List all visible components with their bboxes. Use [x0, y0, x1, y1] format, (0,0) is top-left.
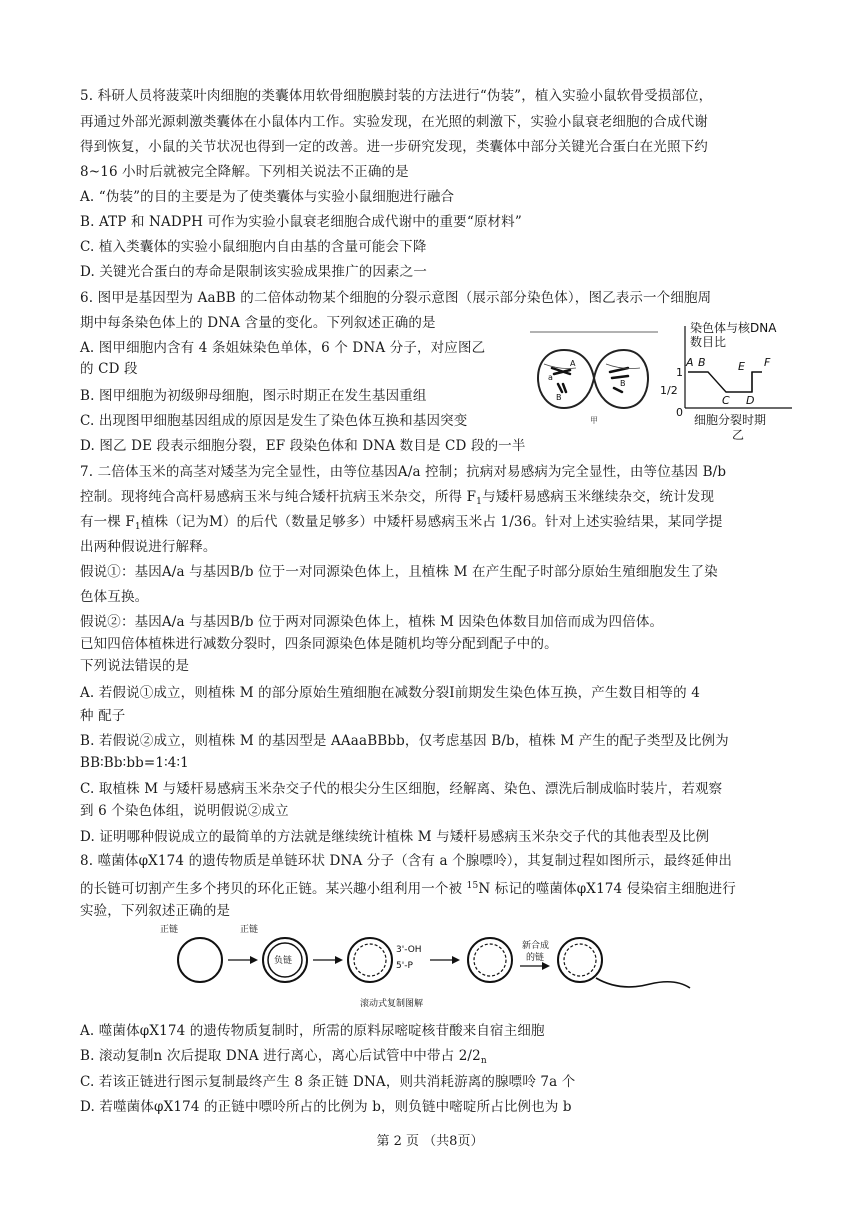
q7-option-b: B. 若假说②成立，则植株 M 的基因型是 AAaaBBbb，仅考虑基因 B/b，植株 M 产生的配子类型及比例为 [80, 733, 729, 749]
label-3-oh: 3'-OH [396, 945, 422, 955]
figure-jia-caption: 甲 [590, 416, 598, 425]
q6-stem-line-2: 期中每条染色体上的 DNA 含量的变化。下列叙述正确的是 [80, 315, 436, 331]
q7-hypothesis-1: 假说①：基因A/a 与基因B/b 位于一对同源染色体上，且植株 M 在产生配子时部分原始生殖细胞发生了染 [80, 564, 718, 580]
label-new-strand-1: 新合成 [522, 941, 550, 951]
gene-label-b1: B [556, 393, 562, 402]
figure-yi [660, 320, 800, 442]
q6-option-c: C. 出现图甲细胞基因组成的原因是发生了染色体互换和基因突变 [80, 413, 468, 429]
q7-line-2: 控制。现将纯合高杆易感病玉米与纯合矮杆抗病玉米杂交，所得 $F_1$与矮杆易感病玉米继续杂交，统计发现 [80, 489, 715, 507]
yi-xlabel: 细胞分裂时期 [694, 413, 767, 427]
yi-point-d: D [746, 394, 755, 407]
yi-point-e: E [738, 360, 745, 373]
q7-known: 已知四倍体植株进行减数分裂时，四条同源染色体是随机均等分配到配子中的。 [80, 636, 558, 652]
figure-jia [530, 330, 658, 428]
q5-stem-line-4: 8~16 小时后就被完全降解。下列相关说法不正确的是 [80, 164, 409, 180]
yi-ylabel-line1: 染色体与核DNA [690, 321, 777, 335]
q8-option-c: C. 若该正链进行图示复制最终产生 8 条正链 DNA，则共消耗游离的腺嘌呤 7a 个 [80, 1074, 576, 1090]
yi-point-f: F [764, 356, 771, 369]
label-minus-strand: 负链 [274, 956, 293, 966]
q7-option-c: C. 取植株 M 与矮杆易感病玉米杂交子代的根尖分生区细胞，经解离、染色、漂洗后制成临时装片，若观察 [80, 781, 723, 797]
rolling-circle-caption: 滚动式复制图解 [360, 999, 424, 1009]
yi-ytick-half: 1/2 [660, 384, 678, 397]
label-5-p: 5'-P [396, 961, 413, 971]
dividing-cell-outline [538, 350, 648, 408]
yi-ytick-0: 0 [676, 406, 683, 419]
q7-option-d: D. 证明哪种假说成立的最简单的方法就是继续统计植株 M 与矮杆易感病玉米杂交子代的其他表型及比例 [80, 829, 710, 845]
q7-line-4: 出两种假说进行解释。 [80, 539, 217, 555]
q5-stem-line-3: 得到恢复，小鼠的关节状况也得到一定的改善。进一步研究发现，类囊体中部分关键光合蛋白在光照下约 [80, 139, 708, 155]
page-footer: 第 2 页 （共8页） [376, 1134, 484, 1149]
yi-ytick-1: 1 [676, 366, 683, 379]
q8-option-a: A. 噬菌体φX174 的遗传物质复制时，所需的原料尿嘧啶核苷酸来自宿主细胞 [80, 1023, 545, 1039]
q6-option-d: D. 图乙 DE 段表示细胞分裂，EF 段染色体和 DNA 数目是 CD 段的一半 [80, 438, 526, 454]
label-plus-strand-2: 正链 [240, 925, 259, 935]
yi-point-b: B [698, 356, 706, 369]
q5-option-d: D. 关键光合蛋白的寿命是限制该实验成果推广的因素之一 [80, 264, 427, 280]
gene-label-b2: B [620, 379, 626, 388]
q8-line-2: 的长链可切割产生多个拷贝的环化正链。某兴趣小组利用一个被 $^{15}$N 标记的噬菌体φX174 侵染宿主细胞进行 [80, 881, 736, 897]
yi-point-c: C [722, 394, 730, 407]
rolling-circle-figure [160, 922, 700, 1010]
yi-point-a: A [686, 356, 694, 369]
q8-option-b: B. 滚动复制n 次后提取 DNA 进行离心，离心后试管中中带占 $2/2_n$ [80, 1048, 487, 1066]
q5-option-a: A. “伪装”的目的主要是为了使类囊体与实验小鼠细胞进行融合 [80, 189, 455, 205]
q5-stem-line-1: 5. 科研人员将菠菜叶肉细胞的类囊体用软骨细胞膜封装的方法进行“伪装”，植入实验小鼠软骨受损部位， [80, 88, 713, 104]
label-plus-strand-1: 正链 [160, 925, 179, 935]
q5-option-b: B. ATP 和 NADPH 可作为实验小鼠衰老细胞合成代谢中的重要“原材料” [80, 214, 522, 230]
q8-line-3: 实验，下列叙述正确的是 [80, 903, 231, 919]
q7-line-1: 7. 二倍体玉米的高茎对矮茎为完全显性，由等位基因A/a 控制；抗病对易感病为完全显性，由等位基因 B/b [80, 464, 727, 480]
yi-ylabel-line2: 数目比 [690, 335, 727, 349]
q7-option-b-cont: BB∶Bb∶bb=1∶4∶1 [80, 755, 189, 771]
q5-stem-line-2: 再通过外部光源刺激类囊体在小鼠体内工作。实验发现，在光照的刺激下，实验小鼠衰老细胞的合成代谢 [80, 114, 708, 130]
q5-option-c: C. 植入类囊体的实验小鼠细胞内自由基的含量可能会下降 [80, 239, 427, 255]
gene-label-a1: A [570, 359, 576, 368]
q7-option-a-cont: 种 配子 [80, 708, 126, 724]
q6-option-a: A. 图甲细胞内含有 4 条姐妹染色单体，6 个 DNA 分子，对应图乙 [80, 340, 486, 356]
gene-label-a2: a [548, 373, 553, 382]
q7-option-a: A. 若假说①成立，则植株 M 的部分原始生殖细胞在减数分裂Ⅰ前期发生染色体互换，产生数目相等的 4 [80, 685, 700, 701]
q7-question: 下列说法错误的是 [80, 658, 190, 674]
q6-option-b: B. 图甲细胞为初级卵母细胞，图示时期正在发生基因重组 [80, 388, 427, 404]
yi-caption: 乙 [732, 428, 745, 442]
q7-hypothesis-2: 假说②：基因A/a 与基因B/b 位于两对同源染色体上，植株 M 因染色体数目加倍而成为四倍体。 [80, 614, 664, 630]
q8-line-1: 8. 噬菌体φX174 的遗传物质是单链环状 DNA 分子（含有 a 个腺嘌呤），其复制过程如图所示，最终延伸出 [80, 853, 733, 869]
q6-stem-line-1: 6. 图甲是基因型为 AaBB 的二倍体动物某个细胞的分裂示意图（展示部分染色体），图乙表示一个细胞周 [80, 290, 712, 306]
q7-line-3: 有一棵 $F_1$植株（记为M）的后代（数量足够多）中矮杆易感病玉米占 1/36。针对上述实验结果，某同学提 [80, 514, 723, 532]
label-new-strand-2: 的链 [526, 953, 545, 963]
q6-option-a-cont: 的 CD 段 [80, 361, 138, 377]
q7-hypothesis-1-cont: 色体互换。 [80, 589, 149, 605]
q8-option-d: D. 若噬菌体φX174 的正链中嘌呤所占的比例为 b，则负链中嘧啶所占比例也为 b [80, 1099, 572, 1115]
yi-curve [688, 372, 762, 392]
q7-option-c-cont: 到 6 个染色体组，说明假说②成立 [80, 803, 289, 819]
